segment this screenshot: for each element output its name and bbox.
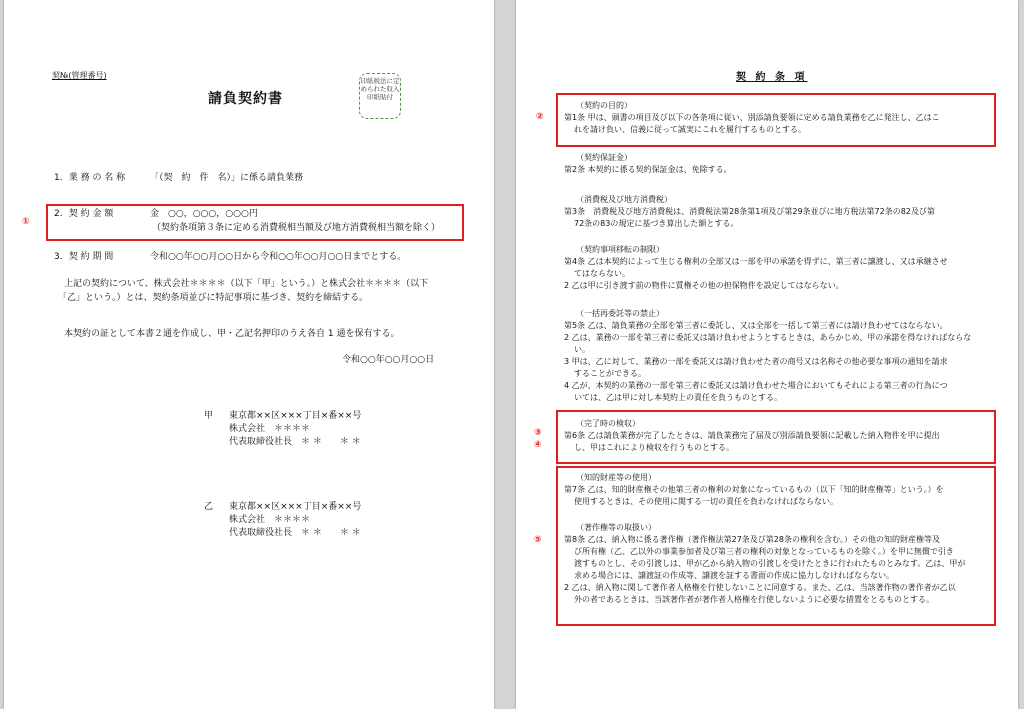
article-3-line: 第3条 消費税及び地方消費税は、消費税法第28条第1項及び第29条並びに地方税法第72条の82及び第 [564,207,935,216]
party-a-company: 株式会社 ＊＊＊＊ [229,424,311,434]
party-a-representative: 代表取締役社長 ＊ ＊ ＊ ＊ [229,437,361,447]
article-4 [564,244,1004,292]
item3-value: 令和○○年○○月○○日から令和○○年○○月○○日までとする。 [150,252,407,262]
article-5-line: することができる。 [574,369,646,378]
marker-2: ② [536,112,544,122]
item2-note: （契約条項第３条に定める消費税相当額及び地方消費税相当額を除く） [152,223,441,233]
article-4-line: 第4条 乙は本契約によって生じる権利の全部又は一部を甲の承諾を得ずに、第三者に譲渡し、又は承継させ [564,257,948,266]
article-5-line: 2 乙は、業務の一部を第三者に委託又は請け負わせようとするときは、あらかじめ、甲の承諾を得なければならな [564,333,972,342]
article-8-line: 求める場合には、譲渡証の作成等、譲渡を証する書面の作成に協力しなければならない。 [574,571,894,580]
article-7-line: 使用するときは、その使用に関する一切の責任を負わなければならない。 [574,497,838,506]
item1-value: 「（契 約 件 名）」に係る請負業務 [150,173,304,183]
article-5-line: い。 [574,345,590,354]
item3-label: 3．契 約 期 間 [54,252,114,262]
article-5-heading: （一括再委託等の禁止） [576,309,664,318]
article-7 [564,472,1004,508]
article-4-line: 2 乙は甲に引き渡す前の物件に質権その他の担保物件を設定してはならない。 [564,281,844,290]
item2-value: 金 ○○，○○○，○○○円 [150,209,258,219]
paragraph2: 本契約の証として本書２通を作成し、甲・乙記名押印のうえ各自 1 通を保有する。 [64,329,400,339]
article-1-line: 第1条 甲は、頭書の項目及び以下の各条項に従い、別添請負要領に定める請負業務を乙に発注し、乙はこ [564,113,940,122]
item1-label: 1．業 務 の 名 称 [54,173,126,183]
article-1 [564,100,1004,136]
article-7-line: 第7条 乙は、知的財産権その他第三者の権利の対象になっているもの（以下「知的財産権等」という。）を [564,485,944,494]
article-3-heading: （消費税及び地方消費税） [576,195,672,204]
terms-title: 契 約 条 項 [736,72,808,83]
article-6-line: し、甲はこれにより検収を行うものとする。 [574,443,734,452]
party-b-representative: 代表取締役社長 ＊ ＊ ＊ ＊ [229,528,361,538]
party-b-address: 東京都××区×××丁目×番××号 [229,502,362,512]
party-b-label: 乙 [204,502,214,512]
marker-4: ④ [534,440,542,450]
article-1-heading: （契約の目的） [576,101,632,110]
contract-cover-page [4,0,494,709]
party-a-label: 甲 [204,411,214,421]
article-6-heading: （完了時の検収） [576,419,640,428]
article-8-line: 2 乙は、納入物に関して著作者人格権を行使しないことに同意する。また、乙は、当該著作物の著作者が乙以 [564,583,956,592]
article-3-line: 72条の83の規定に基づき算出した額とする。 [574,219,739,228]
article-7-heading: （知的財産等の使用） [576,473,656,482]
article-6 [564,418,1004,454]
article-4-line: てはならない。 [574,269,630,278]
paragraph1-line1: 上記の契約について、株式会社＊＊＊＊（以下「甲」という。）と株式会社＊＊＊＊（以下 [64,279,429,289]
contract-title: 請負契約書 [208,91,283,107]
article-5-line: いては、乙は甲に対し本契約上の責任を負うものとする。 [574,393,782,402]
article-4-heading: （契約事項移転の制限） [576,245,664,254]
article-8 [564,522,1004,606]
article-2-line: 第2条 本契約に係る契約保証金は、免除する。 [564,165,732,174]
article-5-line: 3 甲は、乙に対して、業務の一部を委託又は請け負わせた者の商号又は名称その他必要な事項の通知を請求 [564,357,948,366]
article-3 [564,194,1004,230]
article-8-line: 外の者であるときは、当該著作者が著作者人格権を行使しないように必要な措置をとるものとする。 [574,595,934,604]
item2-label: 2．契 約 金 額 [54,209,114,219]
paragraph1-line2: 「乙」という。）とは、契約条項並びに特記事項に基づき、契約を締結する。 [58,293,369,303]
article-1-line: れを請け負い、信義に従って誠実にこれを履行するものとする。 [574,125,806,134]
article-2 [564,152,1004,176]
contract-date: 令和○○年○○月○○日 [342,355,435,365]
article-2-heading: （契約保証金） [576,153,632,162]
article-8-line: び所有権（乙、乙以外の事業参加者及び第三者の権利の対象となっているものを除く。）を甲に無償で引き [574,547,954,556]
article-8-line: 第8条 乙は、納入物に係る著作権（著作権法第27条及び第28条の権利を含む。）その他の知的財産権等及 [564,535,940,544]
article-5-line: 4 乙が、本契約の業務の一部を第三者に委託又は請け負わせた場合においてもそれによる第三者の行為につ [564,381,948,390]
contract-terms-page [516,0,1018,709]
article-6-line: 第6条 乙は請負業務が完了したときは、請負業務完了届及び別添請負要領に記載した納入物件を甲に提出 [564,431,940,440]
marker-3: ③ [534,428,542,438]
article-8-heading: （著作権等の取扱い） [576,523,656,532]
article-5-line: 第5条 乙は、請負業務の全部を第三者に委託し、又は全部を一括して第三者には請け負わせてはならない。 [564,321,948,330]
marker-1: ① [22,217,30,227]
article-8-line: 渡すものとし、その引渡しは、甲が乙から納入物の引渡しを受けたときに行われたものとみなす。乙は、甲が [574,559,966,568]
management-number: 契№(管理番号) [52,71,107,80]
party-b-company: 株式会社 ＊＊＊＊ [229,515,311,525]
article-5 [564,308,1004,404]
party-a-address: 東京都××区×××丁目×番××号 [229,411,362,421]
marker-5: ⑤ [534,535,542,545]
revenue-stamp-box: 印紙税法に定められた収入印紙貼付 [359,73,401,119]
